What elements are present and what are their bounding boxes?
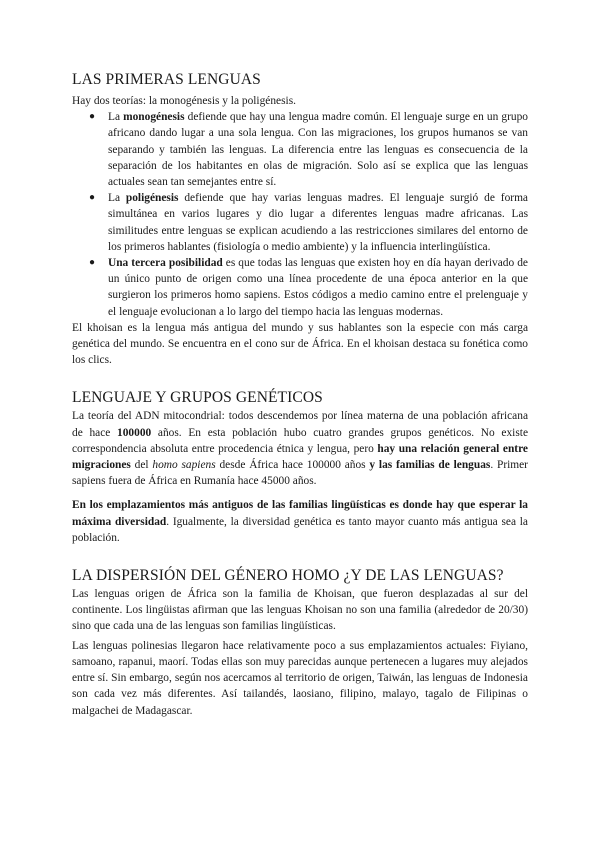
item-term: poligénesis (125, 192, 179, 205)
adn-paragraph: La teoría del ADN mitocondrial: todos descendemos por línea materna de una población africana de hace 100000 años. En esta población hubo cuatro grandes grupos genéticos. No existe correspondencia absoluta entre procedencia étnica y lengua, pero hay una relación general entre migraciones del homo sapiens desde África hace 100000 años y las familias de lenguas. Primer sapiens fuera de África en Rumanía hace 45000 años. (72, 410, 528, 488)
list-item-tercera-posibilidad (72, 255, 528, 320)
section-heading-grupos-geneticos: LENGUAJE Y GRUPOS GENÉTICOS (72, 389, 323, 407)
section-heading-primeras-lenguas: LAS PRIMERAS LENGUAS (72, 71, 261, 88)
bullet-icon: ● (89, 257, 96, 269)
polinesias-paragraph: Las lenguas polinesias llegaron hace relativamente poco a sus emplazamientos actuales: Fiyiano, samoano, rapanui, maorí. Todas ellas son muy parecidas aunque pertenecen a lugares muy alejados entre sí. Sin embargo, según nos acercamos al territorio de origen, Taiwán, las lenguas de Indonesia son cada vez más diferentes. Así tailandés, laosiano, filipino, malayo, tagalo de Filipinas o malgachei de Madagascar. (72, 639, 528, 717)
list-item-poligenesis (72, 190, 528, 255)
khoisan-paragraph: El khoisan es la lengua más antigua del mundo y sus hablantes son la especie con más carga genética del mundo. Se encuentra en el cono sur de África. En el khoisan destaca su fonética como los clics. (72, 321, 528, 367)
khoisan-origen-paragraph: Las lenguas origen de África son la familia de Khoisan, que fueron desplazadas al sur del continente. Los lingüistas afirman que las lenguas Khoisan no son una familia (alrededor de 20/30) sino que cada una de las lenguas son familias lingüísticas. (72, 588, 528, 633)
document-content (72, 70, 528, 719)
item-term: monogénesis (123, 111, 185, 124)
item-text: defiende que hay varias lenguas madres. El lenguaje surgió de forma simultánea en varios lugares y dio lugar a diferentes lenguas madre africanas. Las similitudes entre lenguas se explican acudiendo a las restricciones similares del entorno de los primeros hablantes (fisiología o medio ambiente) y la influencia interlingüística. (108, 192, 528, 253)
intro-paragraph: Hay dos teorías: la monogénesis y la poligénesis. (72, 95, 296, 107)
bullet-icon: ● (89, 111, 96, 123)
theories-list (72, 109, 528, 320)
item-text-pre: La (108, 111, 124, 124)
list-item-monogenesis (72, 109, 528, 190)
item-text-pre: La (108, 192, 126, 205)
section-heading-dispersion: LA DISPERSIÓN DEL GÉNERO HOMO ¿Y DE LAS LENGUAS? (72, 567, 504, 585)
item-text: defiende que hay una lengua madre común. El lenguaje surge en un grupo africano dando lugar a una sola lengua. Con las migraciones, los grupos humanos se van separando y también las lenguas. La diferencia entre las lenguas es consecuencia de la separación de los habitantes en olas de migración. Solo así se explica que las lenguas actuales sean tan semejantes entre sí. (108, 111, 528, 189)
diversidad-paragraph: En los emplazamientos más antiguos de las familias lingüísticas es donde hay que esperar la máxima diversidad. Igualmente, la diversidad genética es tanto mayor cuanto más antigua sea la población. (72, 499, 528, 544)
bullet-icon: ● (89, 192, 96, 204)
item-text: es que todas las lenguas que existen hoy en día hayan derivado de un único punto de origen como una línea procedente de una época anterior en la que surgieron los primeros homo sapiens. Estos códigos a medio camino entre el prelenguaje y el lenguaje evolucionan a lo largo del tiempo hacia las lenguas modernas. (108, 257, 528, 318)
item-term: Una tercera posibilidad (108, 257, 223, 270)
